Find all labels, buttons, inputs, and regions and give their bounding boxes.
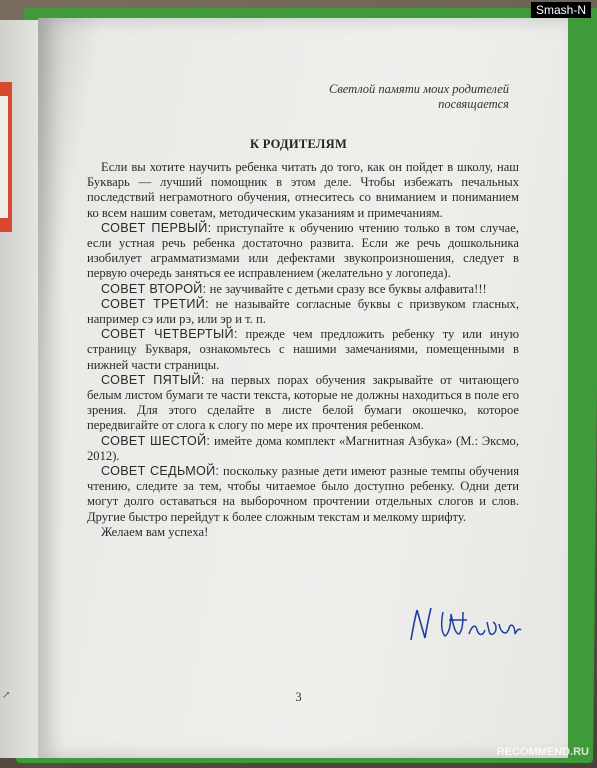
paragraph-text: прежде чем предложить ребенку ту или иную страницу Букваря, ознакомьтесь с нашими замечаниями, помещенными в нижней части страницы.: [87, 327, 520, 372]
advice-lead: СОВЕТ ШЕСТОЙ:: [101, 433, 211, 448]
paragraph: [87, 160, 519, 221]
paragraph-text: Если вы хотите научить ребенка читать до того, как он пойдет в школу, наш Букварь — лучший помощник в этом деле. Чтобы избежать печальных последствий неграмотного обучения, отнеситесь со вниманием и пониманием ко всем нашим советам, методическим указаниям и примечаниям.: [87, 160, 519, 220]
dedication-line-2: посвящается: [438, 97, 509, 111]
advice-lead: СОВЕТ СЕДЬМОЙ:: [101, 464, 220, 479]
left-page-inner-white: [0, 96, 8, 218]
paragraph: [87, 297, 519, 327]
recommend-watermark: RECOMMEND.RU: [496, 746, 589, 758]
advice-lead: СОВЕТ ЧЕТВЕРТЫЙ:: [101, 327, 238, 342]
body-text: [87, 160, 519, 540]
paragraph-text: Желаем вам успеха!: [101, 524, 209, 539]
page-number: 3: [295, 690, 302, 704]
paragraph-text: не называйте согласные буквы с призвуком гласных, например сэ или рэ, или эр и т. п.: [87, 296, 519, 327]
advice-lead: СОВЕТ ВТОРОЙ:: [101, 281, 207, 296]
paragraph-text: на первых порах обучения закрывайте от читающего белым листом бумаги те части текста, которые не должны находиться в поле его зрения. Для этого сделайте в листе белой бумаги окошечко, которое передвигайте от слога к слогу по мере их прочтения ребенком.: [87, 372, 519, 433]
paragraph-text: не заучивайте с детьми сразу все буквы алфавита!!!: [206, 281, 487, 296]
advice-lead: СОВЕТ ПЯТЫЙ:: [101, 372, 205, 387]
paragraph: [87, 221, 519, 282]
paragraph: [87, 373, 519, 434]
paragraph: [87, 282, 519, 297]
paragraph-text: имейте дома комплект «Магнитная Азбука» (М.: Эксмо, 2012).: [87, 433, 519, 463]
handwritten-signature: [405, 600, 525, 650]
paragraph: [87, 434, 519, 464]
watermark-label: Smash-N: [531, 2, 591, 18]
paragraph-text: поскольку разные дети имеют разные темпы обучения чтению, следите за тем, чтобы читаемое было доступно ребенку. Одни дети могут долго оставаться на выборочном прочтении отдельных слогов и слов. Другие быстро перейдут к более сложным текстам и мелкому шрифту.: [87, 464, 519, 524]
left-page-arrow-icon: ↗: [2, 690, 11, 701]
paragraph: [87, 525, 519, 540]
dedication-line-1: Светлой памяти моих родителей: [329, 82, 509, 96]
paragraph: [87, 464, 519, 525]
paragraph-text: приступайте к обучению чтению только в том случае, если устная речь ребенка достаточно развита. Если же речь дошкольника изобилует аграмматизмами или дефектами звукопроизношения, следует в первую очередь заняться ее исправлением (желательно у логопеда).: [87, 220, 519, 281]
advice-lead: СОВЕТ ПЕРВЫЙ:: [101, 220, 212, 235]
page-title: К РОДИТЕЛЯМ: [249, 137, 348, 151]
advice-lead: СОВЕТ ТРЕТИЙ:: [101, 296, 209, 311]
dedication: [249, 82, 509, 112]
paragraph: [87, 327, 519, 373]
